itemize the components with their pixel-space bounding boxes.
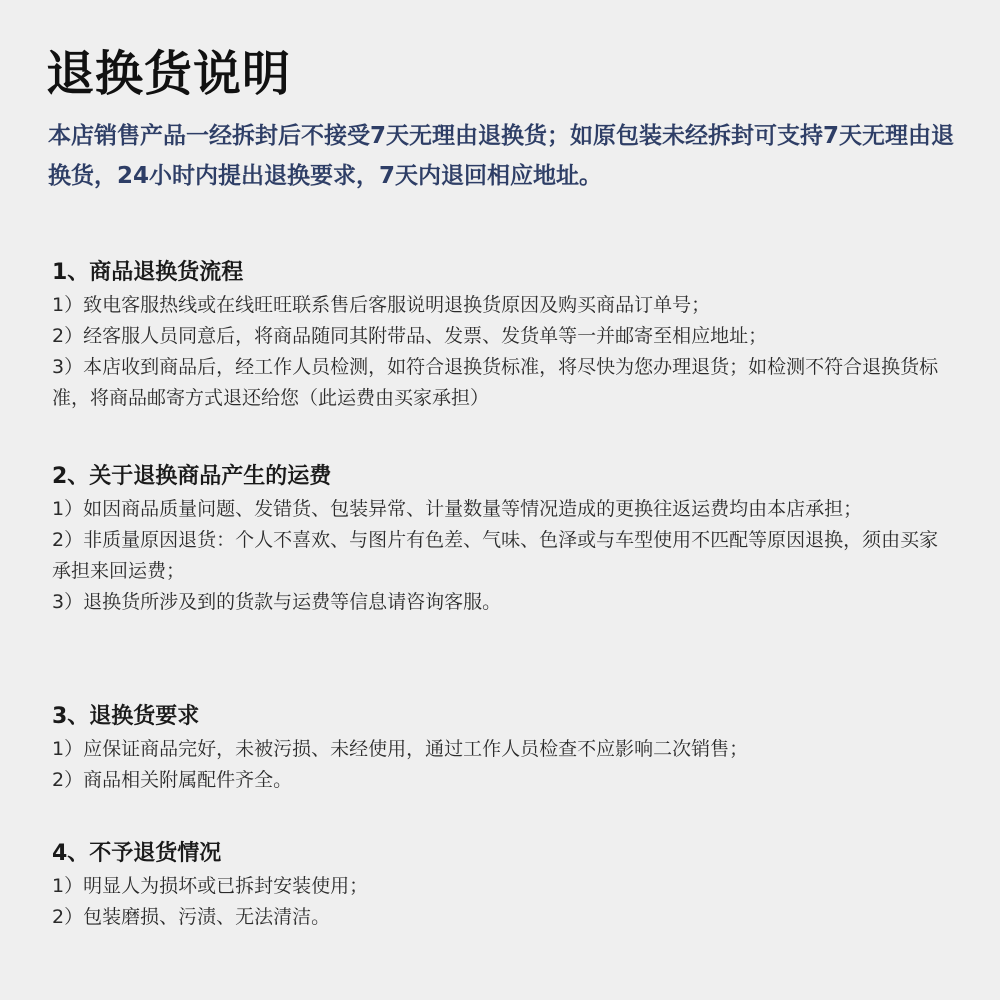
list-item: 3）本店收到商品后，经工作人员检测，如符合退换货标准，将尽快为您办理退货；如检测不符合退换货标准，将商品邮寄方式退还给您（此运费由买家承担） [52, 356, 939, 409]
section-heading: 3、退换货要求 [52, 704, 200, 729]
section-heading: 1、商品退换货流程 [52, 260, 244, 285]
list-item: 2）商品相关附属配件齐全。 [52, 769, 293, 791]
list-item: 3）退换货所涉及到的货款与运费等信息请咨询客服。 [52, 591, 502, 613]
section-non-returnable [52, 839, 952, 933]
list-item: 2）包装磨损、污渍、无法清洁。 [52, 906, 331, 928]
list-item: 1）明显人为损坏或已拆封安装使用； [52, 875, 369, 897]
list-item: 2）经客服人员同意后，将商品随同其附带品、发票、发货单等一并邮寄至相应地址； [52, 325, 768, 347]
list-item: 2）非质量原因退货：个人不喜欢、与图片有色差、气味、色泽或与车型使用不匹配等原因退换，须由买家承担来回运费； [52, 529, 939, 582]
list-item: 1）应保证商品完好，未被污损、未经使用，通过工作人员检查不应影响二次销售； [52, 738, 749, 760]
list-item: 1）如因商品质量问题、发错货、包装异常、计量数量等情况造成的更换往返运费均由本店承担； [52, 498, 863, 520]
section-heading: 2、关于退换商品产生的运费 [52, 464, 332, 489]
page-title: 退换货说明 [46, 46, 292, 102]
list-item: 1）致电客服热线或在线旺旺联系售后客服说明退换货原因及购买商品订单号； [52, 294, 711, 316]
section-shipping-fees [52, 462, 952, 618]
intro-text: 本店销售产品一经拆封后不接受7天无理由退换货；如原包装未经拆封可支持7天无理由退换货，24小时内提出退换要求，7天内退回相应地址。 [48, 123, 955, 189]
section-return-requirements [52, 702, 952, 796]
section-return-process [52, 258, 952, 414]
section-heading: 4、不予退货情况 [52, 841, 222, 866]
